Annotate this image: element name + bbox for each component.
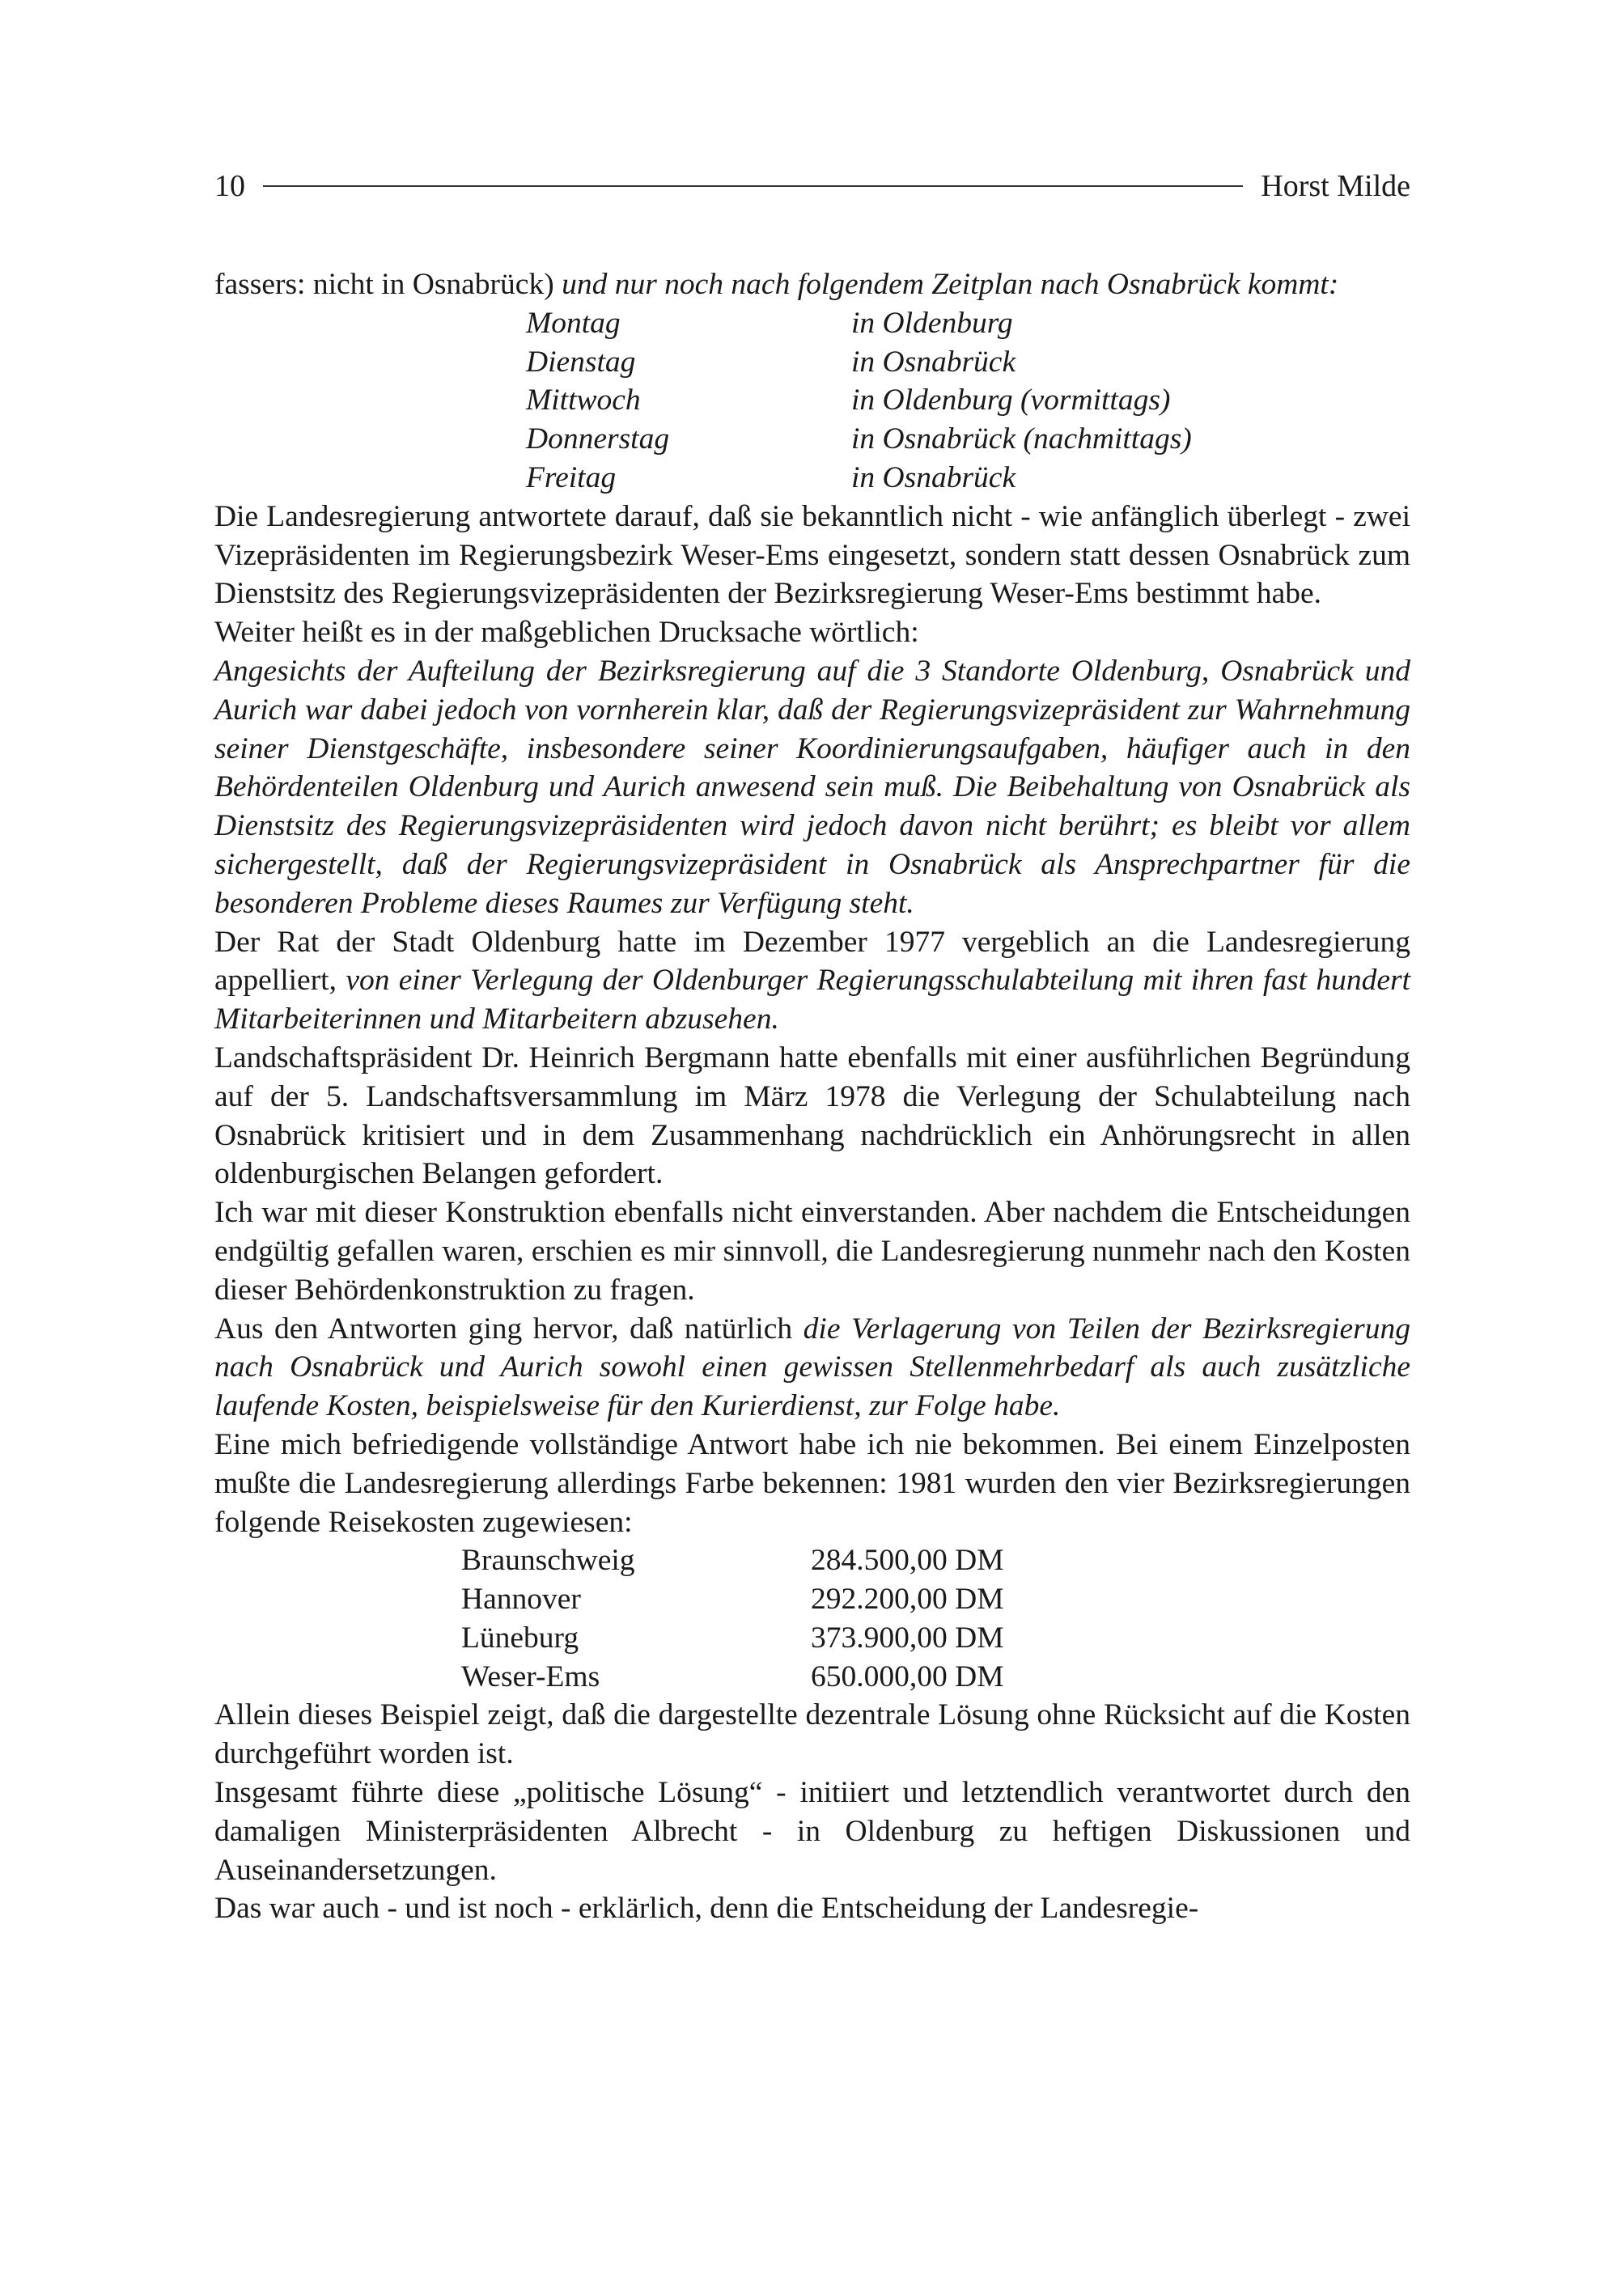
quote-paragraph <box>214 652 1410 923</box>
paragraph-reisekosten: Eine mich befriedigende vollständige Antwort habe ich nie bekommen. Bei einem Einzelposten mußte die Landesregierung allerdings Farbe bekennen: 1981 wurden den vier Bezirksregierungen folgende Reisekosten zugewiesen: <box>214 1427 1410 1539</box>
cost-region: Hannover <box>461 1583 581 1617</box>
schedule-place: in Oldenburg <box>851 306 1013 340</box>
para3-text: Der Rat der Stadt Oldenburg hatte im Dezember 1977 vergeblich an die Landesregierung appelliert, <box>214 925 1410 998</box>
paragraph-konstruktion: Ich war mit dieser Konstruktion ebenfalls nicht einverstanden. Aber nachdem die Entscheidungen endgültig gefallen waren, erschien es mir sinnvoll, die Landesregierung nunmehr nach den Kosten dieser Behördenkonstruktion zu fragen. <box>214 1196 1410 1307</box>
schedule-row <box>526 304 1410 343</box>
schedule-day: Montag <box>526 306 621 340</box>
schedule-place: in Osnabrück <box>851 460 1016 494</box>
schedule-place: in Oldenburg (vormittags) <box>851 384 1171 417</box>
costs-table <box>214 1541 1410 1696</box>
schedule-table <box>214 304 1410 498</box>
cost-amount: 284.500,00 DM <box>811 1544 1004 1578</box>
costs-row <box>461 1541 1410 1580</box>
paragraph-erklaerlich: Das war auch - und ist noch - erklärlich, denn die Entscheidung der Landesregie- <box>214 1892 1199 1926</box>
page-header <box>214 166 1410 206</box>
header-rule <box>263 185 1243 187</box>
cost-region: Weser-Ems <box>461 1659 600 1693</box>
cost-amount: 292.200,00 DM <box>811 1583 1004 1617</box>
paragraph-politische-loesung: Insgesamt führte diese „politische Lösung“ - initiiert und letztendlich verantwortet durch den damaligen Ministerpräsidenten Albrecht - in Oldenburg zu heftigen Diskussionen und Auseinandersetzungen. <box>214 1776 1410 1887</box>
schedule-day: Donnerstag <box>526 422 670 456</box>
schedule-row <box>526 343 1410 382</box>
schedule-place: in Osnabrück (nachmittags) <box>851 422 1192 456</box>
schedule-row <box>526 459 1410 498</box>
quote-text: Angesichts der Aufteilung der Bezirksregierung auf die 3 Standorte Oldenburg, Osnabrück und Aurich war dabei jedoch von vornherein klar, daß der Regierungsvizepräsident zur Wahrnehmung seiner Dienstgeschäfte, insbesondere seiner Koordinierungsaufgaben, häufiger auch in den Behördenteilen Oldenburg und Aurich anwesend sein muß. Die Beibehaltung von Osnabrück als Dienstsitz des Regierungsvizepräsidenten wird jedoch davon nicht berührt; es bleibt vor allem sichergestellt, daß der Regierungsvizepräsident in Osnabrück als Ansprechpartner für die besonderen Probleme dieses Raumes zur Verfügung steht. <box>214 654 1410 920</box>
schedule-day: Mittwoch <box>526 384 641 417</box>
intro-paragraph <box>214 265 1410 304</box>
schedule-day: Dienstag <box>526 345 636 379</box>
cost-amount: 650.000,00 DM <box>811 1659 1004 1693</box>
intro-text: fassers: nicht in Osnabrück) <box>214 268 554 301</box>
running-head-author: Horst Milde <box>1261 169 1410 203</box>
para6-italic-text: die Verlagerung von Teilen der Bezirksregierung nach Osnabrück und Aurich sowohl einen gewissen Stellenmehrbedarf als auch zusätzliche laufende Kosten, beispielsweise für den Kurierdienst, zur Folge habe. <box>214 1312 1410 1423</box>
schedule-row <box>526 381 1410 420</box>
cost-region: Braunschweig <box>461 1544 635 1578</box>
paragraph-beispiel: Allein dieses Beispiel zeigt, daß die dargestellte dezentrale Lösung ohne Rücksicht auf die Kosten durchgeführt worden ist. <box>214 1698 1410 1771</box>
paragraph-drucksache: Weiter heißt es in der maßgeblichen Drucksache wörtlich: <box>214 616 919 650</box>
schedule-place: in Osnabrück <box>851 345 1016 379</box>
costs-row <box>461 1580 1410 1619</box>
paragraph-antworten <box>214 1310 1410 1426</box>
intro-italic-text: und nur noch nach folgendem Zeitplan nach Osnabrück kommt: <box>553 268 1339 301</box>
paragraph-bergmann: Landschaftspräsident Dr. Heinrich Bergmann hatte ebenfalls mit einer ausführlichen Begründung auf der 5. Landschaftsversammlung im März 1978 die Verlegung der Schulabteilung nach Osnabrück kritisiert und in dem Zusammenhang nachdrücklich ein Anhörungsrecht in allen oldenburgischen Belangen gefordert. <box>214 1041 1410 1191</box>
paragraph-rat-oldenburg <box>214 923 1410 1039</box>
cost-region: Lüneburg <box>461 1621 579 1655</box>
para6-text: Aus den Antworten ging hervor, daß natürlich <box>214 1312 804 1346</box>
paragraph-landesregierung: Die Landesregierung antwortete darauf, daß sie bekanntlich nicht - wie anfänglich überlegt - zwei Vizepräsidenten im Regierungsbezirk Weser-Ems eingesetzt, sondern statt dessen Osnabrück zum Dienstsitz des Regierungsvizepräsidenten der Bezirksregierung Weser-Ems bestimmt habe. <box>214 499 1410 611</box>
costs-row <box>461 1619 1410 1658</box>
page-number: 10 <box>214 169 245 203</box>
schedule-row <box>526 420 1410 459</box>
schedule-day: Freitag <box>526 460 617 494</box>
costs-row <box>461 1658 1410 1697</box>
page-body <box>214 265 1410 1928</box>
cost-amount: 373.900,00 DM <box>811 1621 1004 1655</box>
para3-italic-text: von einer Verlegung der Oldenburger Regierungsschulabteilung mit ihren fast hundert Mitarbeiterinnen und Mitarbeitern abzusehen. <box>214 964 1410 1036</box>
